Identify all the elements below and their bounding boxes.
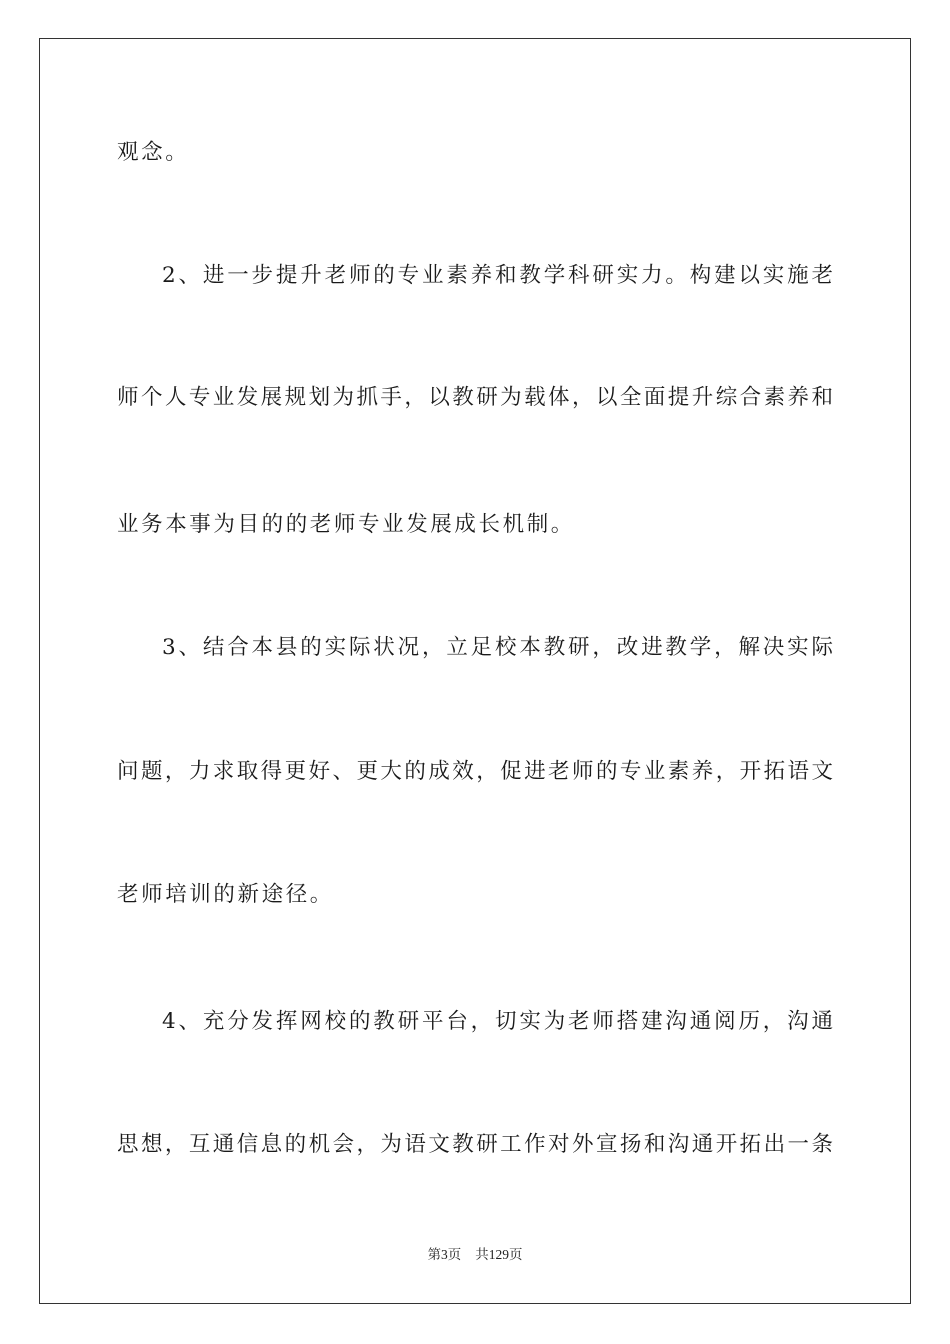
text-line: 4、充分发挥网校的教研平台，切实为老师搭建沟通阅历，沟通	[162, 1009, 833, 1034]
page-footer	[0, 1246, 950, 1264]
page-total: 共129页	[475, 1247, 523, 1262]
text-line: 问题，力求取得更好、更大的成效，促进老师的专业素养，开拓语文	[117, 759, 833, 784]
text-line: 老师培训的新途径。	[117, 882, 334, 907]
text-line: 2、进一步提升老师的专业素养和教学科研实力。构建以实施老	[162, 263, 833, 288]
text-line: 观念。	[117, 140, 190, 165]
text-line: 3、结合本县的实际状况，立足校本教研，改进教学，解决实际	[162, 635, 833, 660]
text-line: 业务本事为目的的老师专业发展成长机制。	[117, 512, 575, 537]
text-line: 思想，互通信息的机会，为语文教研工作对外宣扬和沟通开拓出一条	[117, 1132, 833, 1157]
text-line: 师个人专业发展规划为抓手，以教研为载体，以全面提升综合素养和	[117, 385, 833, 410]
page-number: 第3页	[427, 1247, 462, 1262]
page-border	[39, 38, 911, 1304]
